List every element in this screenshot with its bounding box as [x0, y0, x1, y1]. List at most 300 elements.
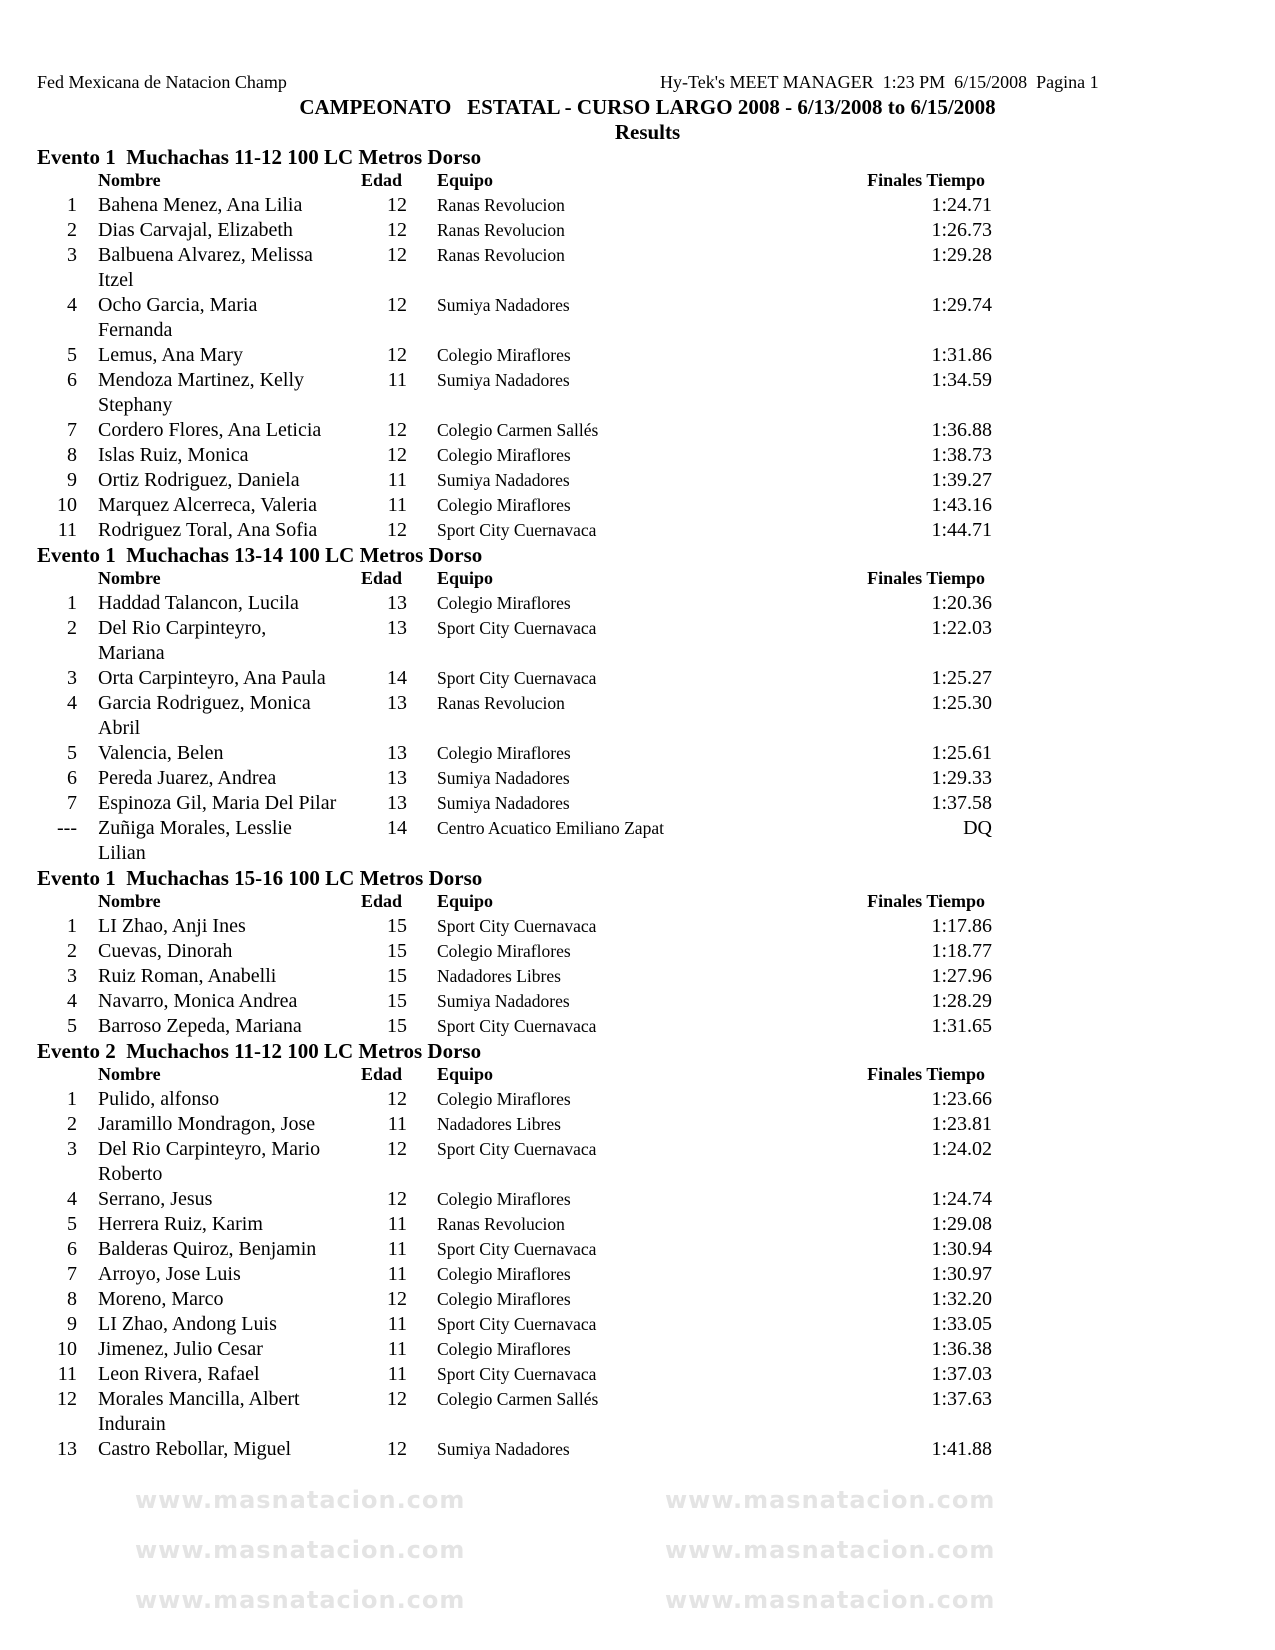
swimmer-name-line: Jaramillo Mondragon, Jose	[98, 1113, 316, 1135]
swimmer-name	[98, 939, 388, 964]
final-time: DQ	[963, 817, 992, 839]
table-row	[0, 343, 1275, 368]
final-time: 1:20.36	[931, 592, 992, 614]
swimmer-name	[98, 468, 388, 493]
swimmer-name	[98, 1437, 388, 1462]
column-header	[0, 1064, 1275, 1087]
place: 3	[67, 1138, 77, 1160]
table-row	[0, 691, 1275, 741]
event-title: Evento 1 Muchachas 15-16 100 LC Metros Dorso	[37, 866, 483, 890]
age: 15	[387, 940, 407, 962]
age: 15	[387, 915, 407, 937]
events-list	[0, 145, 1275, 1462]
table-row	[0, 1362, 1275, 1387]
swimmer-name	[98, 1087, 388, 1112]
age: 12	[387, 344, 407, 366]
column-header	[0, 568, 1275, 591]
swimmer-name-line: Stephany	[98, 394, 173, 416]
team: Sport City Cuernavaca	[437, 1314, 597, 1334]
table-row	[0, 939, 1275, 964]
final-time: 1:37.58	[931, 792, 992, 814]
watermark: www.masnatacion.com	[135, 1486, 466, 1514]
team: Colegio Miraflores	[437, 593, 571, 613]
swimmer-name-line: Fernanda	[98, 319, 173, 341]
swimmer-name	[98, 914, 388, 939]
place: 1	[67, 915, 77, 937]
page-subtitle: Results	[614, 120, 681, 144]
place: 3	[67, 965, 77, 987]
final-time: 1:28.29	[931, 990, 992, 1012]
team: Sport City Cuernavaca	[437, 1364, 597, 1384]
age: 12	[387, 1088, 407, 1110]
table-row	[0, 1337, 1275, 1362]
place: 5	[67, 742, 77, 764]
age: 11	[387, 469, 407, 491]
place: 9	[67, 1313, 77, 1335]
column-time: Finales Tiempo	[867, 891, 985, 911]
swimmer-name-line: Espinoza Gil, Maria Del Pilar	[98, 792, 337, 814]
place: 7	[67, 419, 77, 441]
final-time: 1:43.16	[931, 494, 992, 516]
table-row	[0, 1312, 1275, 1337]
table-row	[0, 791, 1275, 816]
column-name: Nombre	[98, 1064, 161, 1084]
final-time: 1:41.88	[931, 1438, 992, 1460]
team: Colegio Miraflores	[437, 1089, 571, 1109]
swimmer-name	[98, 293, 388, 343]
swimmer-name-line: Itzel	[98, 269, 134, 291]
team: Colegio Miraflores	[437, 345, 571, 365]
swimmer-name-line: Pereda Juarez, Andrea	[98, 767, 277, 789]
swimmer-name	[98, 1112, 388, 1137]
software-timestamp: Hy-Tek's MEET MANAGER 1:23 PM 6/15/2008 Pagina 1	[660, 72, 1099, 92]
swimmer-name-line: Herrera Ruiz, Karim	[98, 1213, 263, 1235]
swimmer-name	[98, 1137, 388, 1187]
final-time: 1:26.73	[931, 219, 992, 241]
age: 13	[387, 592, 407, 614]
table-row	[0, 1262, 1275, 1287]
swimmer-name-line: Ortiz Rodriguez, Daniela	[98, 469, 300, 491]
age: 12	[387, 419, 407, 441]
team: Colegio Carmen Sallés	[437, 420, 599, 440]
swimmer-name	[98, 1337, 388, 1362]
table-row	[0, 1387, 1275, 1437]
table-row	[0, 1112, 1275, 1137]
column-time: Finales Tiempo	[867, 568, 985, 588]
swimmer-name	[98, 964, 388, 989]
age: 13	[387, 742, 407, 764]
final-time: 1:25.30	[931, 692, 992, 714]
final-time: 1:34.59	[931, 369, 992, 391]
final-time: 1:29.74	[931, 294, 992, 316]
age: 12	[387, 519, 407, 541]
place: 8	[67, 444, 77, 466]
swimmer-name-line: Ocho Garcia, Maria	[98, 294, 258, 316]
final-time: 1:24.74	[931, 1188, 992, 1210]
table-row	[0, 766, 1275, 791]
final-time: 1:39.27	[931, 469, 992, 491]
swimmer-name-line: Del Rio Carpinteyro,	[98, 617, 267, 639]
final-time: 1:25.61	[931, 742, 992, 764]
table-row	[0, 518, 1275, 543]
team: Sport City Cuernavaca	[437, 520, 597, 540]
swimmer-name-line: Zuñiga Morales, Lesslie	[98, 817, 292, 839]
swimmer-name	[98, 616, 388, 666]
page-title: CAMPEONATO ESTATAL - CURSO LARGO 2008 - 6/13/2008 to 6/15/2008	[299, 95, 996, 119]
column-header	[0, 170, 1275, 193]
swimmer-name	[98, 243, 388, 293]
team: Nadadores Libres	[437, 966, 561, 986]
swimmer-name-line: Dias Carvajal, Elizabeth	[98, 219, 293, 241]
event-title: Evento 1 Muchachas 13-14 100 LC Metros Dorso	[37, 543, 483, 567]
column-time: Finales Tiempo	[867, 1064, 985, 1084]
age: 15	[387, 990, 407, 1012]
table-row	[0, 1187, 1275, 1212]
swimmer-name	[98, 1312, 388, 1337]
swimmer-name	[98, 816, 388, 866]
swimmer-name	[98, 666, 388, 691]
team: Sport City Cuernavaca	[437, 618, 597, 638]
swimmer-name	[98, 443, 388, 468]
table-row	[0, 443, 1275, 468]
swimmer-name-line: Morales Mancilla, Albert	[98, 1388, 300, 1410]
final-time: 1:24.71	[931, 194, 992, 216]
final-time: 1:23.66	[931, 1088, 992, 1110]
swimmer-name-line: Mariana	[98, 642, 165, 664]
age: 12	[387, 194, 407, 216]
team: Sport City Cuernavaca	[437, 916, 597, 936]
column-header	[0, 891, 1275, 914]
table-row	[0, 1287, 1275, 1312]
watermark: www.masnatacion.com	[135, 1536, 466, 1564]
age: 15	[387, 1015, 407, 1037]
swimmer-name-line: Lemus, Ana Mary	[98, 344, 243, 366]
place: 1	[67, 194, 77, 216]
table-row	[0, 1014, 1275, 1039]
table-row	[0, 616, 1275, 666]
swimmer-name	[98, 691, 388, 741]
final-time: 1:17.86	[931, 915, 992, 937]
team: Sumiya Nadadores	[437, 470, 570, 490]
age: 13	[387, 617, 407, 639]
event-section	[0, 1039, 1275, 1462]
team: Sumiya Nadadores	[437, 991, 570, 1011]
swimmer-name-line: Serrano, Jesus	[98, 1188, 213, 1210]
swimmer-name	[98, 518, 388, 543]
place: 10	[57, 494, 77, 516]
swimmer-name-line: Bahena Menez, Ana Lilia	[98, 194, 303, 216]
final-time: 1:25.27	[931, 667, 992, 689]
final-time: 1:33.05	[931, 1313, 992, 1335]
age: 12	[387, 294, 407, 316]
team: Colegio Miraflores	[437, 1339, 571, 1359]
column-name: Nombre	[98, 568, 161, 588]
event-section	[0, 145, 1275, 543]
age: 12	[387, 219, 407, 241]
age: 12	[387, 1188, 407, 1210]
table-row	[0, 418, 1275, 443]
team: Ranas Revolucion	[437, 693, 565, 713]
final-time: 1:44.71	[931, 519, 992, 541]
table-row	[0, 591, 1275, 616]
swimmer-name-line: Mendoza Martinez, Kelly	[98, 369, 305, 391]
place: ---	[57, 817, 77, 839]
table-row	[0, 1087, 1275, 1112]
team: Colegio Miraflores	[437, 445, 571, 465]
place: 5	[67, 344, 77, 366]
place: 3	[67, 244, 77, 266]
team: Nadadores Libres	[437, 1114, 561, 1134]
age: 11	[387, 1113, 407, 1135]
column-name: Nombre	[98, 170, 161, 190]
swimmer-name	[98, 368, 388, 418]
swimmer-name	[98, 989, 388, 1014]
place: 4	[67, 1188, 77, 1210]
team: Colegio Miraflores	[437, 1264, 571, 1284]
swimmer-name	[98, 741, 388, 766]
place: 5	[67, 1213, 77, 1235]
swimmer-name	[98, 1387, 388, 1437]
team: Sumiya Nadadores	[437, 1439, 570, 1459]
final-time: 1:36.38	[931, 1338, 992, 1360]
column-team: Equipo	[437, 891, 494, 911]
swimmer-name-line: LI Zhao, Anji Ines	[98, 915, 246, 937]
age: 13	[387, 767, 407, 789]
age: 12	[387, 444, 407, 466]
final-time: 1:18.77	[931, 940, 992, 962]
event-section	[0, 866, 1275, 1039]
place: 4	[67, 692, 77, 714]
final-time: 1:36.88	[931, 419, 992, 441]
column-team: Equipo	[437, 170, 494, 190]
place: 4	[67, 990, 77, 1012]
age: 13	[387, 692, 407, 714]
place: 7	[67, 1263, 77, 1285]
place: 10	[57, 1338, 77, 1360]
team: Ranas Revolucion	[437, 220, 565, 240]
swimmer-name-line: Balderas Quiroz, Benjamin	[98, 1238, 317, 1260]
swimmer-name-line: Rodriguez Toral, Ana Sofia	[98, 519, 318, 541]
swimmer-name	[98, 193, 388, 218]
column-age: Edad	[360, 1064, 402, 1084]
table-row	[0, 493, 1275, 518]
table-row	[0, 914, 1275, 939]
watermark: www.masnatacion.com	[665, 1486, 996, 1514]
place: 12	[57, 1388, 77, 1410]
swimmer-name-line: LI Zhao, Andong Luis	[98, 1313, 277, 1335]
age: 11	[387, 1238, 407, 1260]
place: 2	[67, 940, 77, 962]
swimmer-name-line: Balbuena Alvarez, Melissa	[98, 244, 313, 266]
age: 12	[387, 1138, 407, 1160]
swimmer-name-line: Jimenez, Julio Cesar	[98, 1338, 263, 1360]
team: Sport City Cuernavaca	[437, 668, 597, 688]
table-row	[0, 741, 1275, 766]
table-row	[0, 243, 1275, 293]
column-age: Edad	[360, 170, 402, 190]
place: 11	[57, 1363, 77, 1385]
place: 4	[67, 294, 77, 316]
swimmer-name	[98, 1014, 388, 1039]
place: 3	[67, 667, 77, 689]
table-row	[0, 368, 1275, 418]
age: 11	[387, 494, 407, 516]
swimmer-name-line: Castro Rebollar, Miguel	[98, 1438, 292, 1460]
swimmer-name	[98, 766, 388, 791]
swimmer-name	[98, 1237, 388, 1262]
swimmer-name-line: Orta Carpinteyro, Ana Paula	[98, 667, 326, 689]
final-time: 1:30.97	[931, 1263, 992, 1285]
age: 12	[387, 244, 407, 266]
place: 6	[67, 767, 77, 789]
swimmer-name-line: Marquez Alcerreca, Valeria	[98, 494, 317, 516]
swimmer-name-line: Pulido, alfonso	[98, 1088, 220, 1110]
table-row	[0, 1212, 1275, 1237]
swimmer-name-line: Navarro, Monica Andrea	[98, 990, 298, 1012]
final-time: 1:24.02	[931, 1138, 992, 1160]
team: Colegio Miraflores	[437, 495, 571, 515]
column-name: Nombre	[98, 891, 161, 911]
team: Colegio Miraflores	[437, 1189, 571, 1209]
age: 11	[387, 1313, 407, 1335]
watermark: www.masnatacion.com	[665, 1536, 996, 1564]
table-row	[0, 964, 1275, 989]
age: 11	[387, 1363, 407, 1385]
table-row	[0, 666, 1275, 691]
swimmer-name	[98, 1362, 388, 1387]
final-time: 1:29.33	[931, 767, 992, 789]
swimmer-name-line: Indurain	[98, 1413, 166, 1435]
column-team: Equipo	[437, 568, 494, 588]
swimmer-name-line: Barroso Zepeda, Mariana	[98, 1015, 302, 1037]
place: 8	[67, 1288, 77, 1310]
swimmer-name	[98, 493, 388, 518]
team: Ranas Revolucion	[437, 195, 565, 215]
team: Ranas Revolucion	[437, 245, 565, 265]
table-row	[0, 816, 1275, 866]
final-time: 1:31.65	[931, 1015, 992, 1037]
column-age: Edad	[360, 568, 402, 588]
table-row	[0, 989, 1275, 1014]
swimmer-name-line: Roberto	[98, 1163, 163, 1185]
swimmer-name-line: Islas Ruiz, Monica	[98, 444, 249, 466]
swimmer-name	[98, 418, 388, 443]
column-age: Edad	[360, 891, 402, 911]
final-time: 1:32.20	[931, 1288, 992, 1310]
team: Sumiya Nadadores	[437, 793, 570, 813]
team: Colegio Carmen Sallés	[437, 1389, 599, 1409]
swimmer-name	[98, 791, 388, 816]
swimmer-name-line: Ruiz Roman, Anabelli	[98, 965, 277, 987]
place: 1	[67, 592, 77, 614]
final-time: 1:38.73	[931, 444, 992, 466]
column-team: Equipo	[437, 1064, 494, 1084]
swimmer-name	[98, 591, 388, 616]
table-row	[0, 193, 1275, 218]
age: 15	[387, 965, 407, 987]
final-time: 1:37.03	[931, 1363, 992, 1385]
table-row	[0, 1137, 1275, 1187]
swimmer-name-line: Valencia, Belen	[98, 742, 224, 764]
age: 13	[387, 792, 407, 814]
place: 1	[67, 1088, 77, 1110]
swimmer-name-line: Leon Rivera, Rafael	[98, 1363, 260, 1385]
place: 2	[67, 219, 77, 241]
swimmer-name	[98, 1287, 388, 1312]
final-time: 1:29.28	[931, 244, 992, 266]
team: Sport City Cuernavaca	[437, 1239, 597, 1259]
age: 11	[387, 1338, 407, 1360]
swimmer-name-line: Haddad Talancon, Lucila	[98, 592, 299, 614]
team: Sumiya Nadadores	[437, 370, 570, 390]
age: 14	[387, 817, 407, 839]
team: Colegio Miraflores	[437, 743, 571, 763]
place: 9	[67, 469, 77, 491]
event-title: Evento 1 Muchachas 11-12 100 LC Metros Dorso	[37, 145, 482, 169]
swimmer-name-line: Cordero Flores, Ana Leticia	[98, 419, 322, 441]
place: 11	[57, 519, 77, 541]
event-section	[0, 543, 1275, 866]
team: Sport City Cuernavaca	[437, 1139, 597, 1159]
final-time: 1:27.96	[931, 965, 992, 987]
team: Centro Acuatico Emiliano Zapat	[437, 818, 664, 838]
swimmer-name-line: Garcia Rodriguez, Monica	[98, 692, 311, 714]
team: Sport City Cuernavaca	[437, 1016, 597, 1036]
team: Sumiya Nadadores	[437, 768, 570, 788]
place: 6	[67, 369, 77, 391]
column-time: Finales Tiempo	[867, 170, 985, 190]
team: Sumiya Nadadores	[437, 295, 570, 315]
table-row	[0, 293, 1275, 343]
event-title: Evento 2 Muchachos 11-12 100 LC Metros Dorso	[37, 1039, 482, 1063]
final-time: 1:29.08	[931, 1213, 992, 1235]
place: 7	[67, 792, 77, 814]
table-row	[0, 1237, 1275, 1262]
swimmer-name	[98, 1262, 388, 1287]
watermark: www.masnatacion.com	[665, 1586, 996, 1614]
swimmer-name-line: Lilian	[98, 842, 146, 864]
team: Colegio Miraflores	[437, 941, 571, 961]
swimmer-name	[98, 343, 388, 368]
final-time: 1:31.86	[931, 344, 992, 366]
swimmer-name	[98, 1212, 388, 1237]
age: 14	[387, 667, 407, 689]
swimmer-name-line: Moreno, Marco	[98, 1288, 224, 1310]
swimmer-name	[98, 218, 388, 243]
place: 6	[67, 1238, 77, 1260]
age: 12	[387, 1388, 407, 1410]
age: 11	[387, 1213, 407, 1235]
swimmer-name	[98, 1187, 388, 1212]
team: Ranas Revolucion	[437, 1214, 565, 1234]
final-time: 1:30.94	[931, 1238, 992, 1260]
swimmer-name-line: Cuevas, Dinorah	[98, 940, 233, 962]
meet-name: Fed Mexicana de Natacion Champ	[37, 72, 287, 92]
final-time: 1:37.63	[931, 1388, 992, 1410]
age: 11	[387, 369, 407, 391]
age: 12	[387, 1438, 407, 1460]
team: Colegio Miraflores	[437, 1289, 571, 1309]
swimmer-name-line: Arroyo, Jose Luis	[98, 1263, 241, 1285]
final-time: 1:23.81	[931, 1113, 992, 1135]
age: 12	[387, 1288, 407, 1310]
age: 11	[387, 1263, 407, 1285]
watermark: www.masnatacion.com	[135, 1586, 466, 1614]
table-row	[0, 468, 1275, 493]
swimmer-name-line: Abril	[98, 717, 141, 739]
place: 2	[67, 617, 77, 639]
place: 5	[67, 1015, 77, 1037]
